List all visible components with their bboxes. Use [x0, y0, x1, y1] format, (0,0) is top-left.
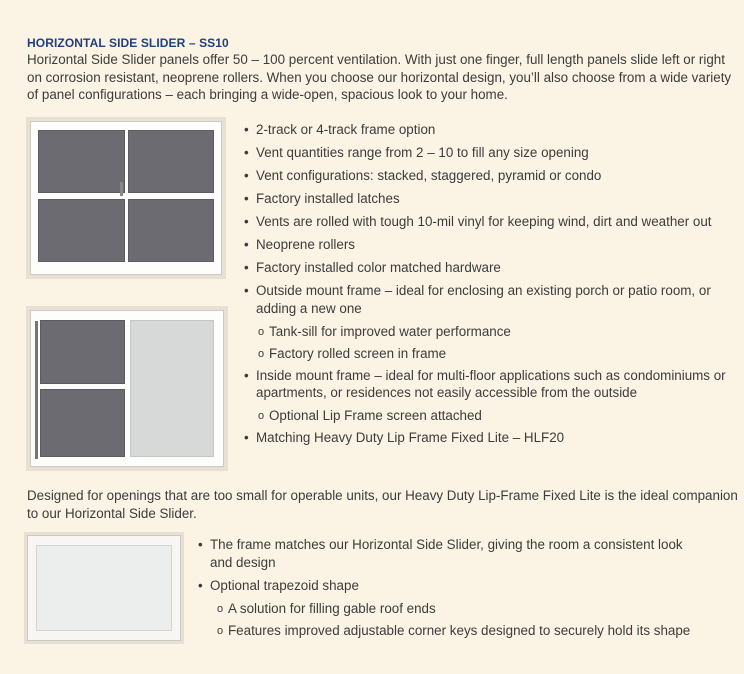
list-item: • Outside mount frame – ideal for enclosing an existing porch or patio room, or adding a new one	[244, 282, 739, 317]
lip-features-list	[198, 536, 708, 644]
list-item: • Vent configurations: stacked, staggered, pyramid or condo	[244, 167, 739, 185]
list-item: • 2-track or 4-track frame option	[244, 121, 739, 139]
list-subitem: o Factory rolled screen in frame	[244, 345, 739, 363]
slider-two-panel-image	[26, 306, 228, 471]
lip-frame-paragraph: Designed for openings that are too small for operable units, our Heavy Duty Lip-Frame Fixed Lite is the ideal companion to our Horizontal Side Slider.	[27, 488, 738, 521]
lip-frame-fixed-lite-image	[24, 532, 184, 644]
list-item: • Inside mount frame – ideal for multi-floor applications such as condominiums or apartments, or residences not easily accessible from the outside	[244, 367, 739, 402]
slider-four-panel-image	[26, 117, 226, 279]
features-list	[244, 121, 739, 452]
list-subitem: o Features improved adjustable corner keys designed to securely hold its shape	[198, 622, 708, 640]
list-item: • Optional trapezoid shape	[198, 577, 708, 595]
list-item: • Factory installed color matched hardware	[244, 259, 739, 277]
list-item: • Matching Heavy Duty Lip Frame Fixed Lite – HLF20	[244, 429, 739, 447]
list-item: • Vent quantities range from 2 – 10 to fill any size opening	[244, 144, 739, 162]
list-item: • The frame matches our Horizontal Side Slider, giving the room a consistent look and design	[198, 536, 708, 571]
section-title: HORIZONTAL SIDE SLIDER – SS10	[27, 36, 229, 50]
list-item: • Factory installed latches	[244, 190, 739, 208]
list-subitem: o Optional Lip Frame screen attached	[244, 407, 739, 425]
list-item: • Neoprene rollers	[244, 236, 739, 254]
list-item: • Vents are rolled with tough 10-mil vinyl for keeping wind, dirt and weather out	[244, 213, 739, 231]
list-subitem: o Tank-sill for improved water performance	[244, 323, 739, 341]
intro-paragraph: Horizontal Side Slider panels offer 50 – 100 percent ventilation. With just one finger, full length panels slide left or right on corrosion resistant, neoprene rollers. When you choose our horizontal design, you’ll also choose from a wide variety of panel configurations – each bringing a wide-open, spacious look to your home.	[27, 52, 732, 102]
list-subitem: o A solution for filling gable roof ends	[198, 600, 708, 618]
